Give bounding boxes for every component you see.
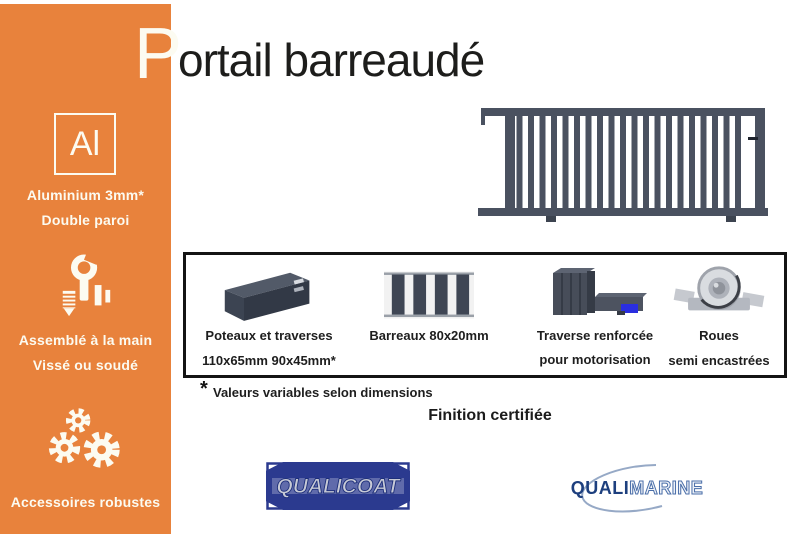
feature-barreaux [358, 263, 500, 345]
feature-label: pour motorisation [539, 351, 651, 367]
qualimarine-solid-text: QUALI [570, 478, 630, 498]
sidebar-text-double-paroi: Double paroi [41, 212, 130, 228]
sidebar-text-accessoires: Accessoires robustes [10, 494, 161, 510]
footnote-star: * [200, 378, 208, 400]
gate-roller-foot [726, 216, 736, 222]
feature-traverse [524, 263, 666, 368]
bars-image [358, 263, 500, 321]
page-title-initial: P [134, 14, 183, 94]
gate-bars [505, 116, 743, 208]
finish-heading: Finition certifiée [428, 407, 552, 424]
sidebar-text-visse: Vissé ou soudé [32, 357, 139, 373]
footnote-text: Valeurs variables selon dimensions [213, 385, 433, 400]
feature-label: Traverse renforcée [536, 328, 654, 343]
sidebar-text-assemble: Assemblé à la main [18, 332, 153, 348]
aluminium-badge-icon [54, 113, 116, 175]
qualicoat-logo [266, 462, 410, 510]
feature-label: Poteaux et traverses [205, 328, 333, 343]
qualicoat-wordmark: QUALICOAT [276, 475, 400, 498]
feature-label: Roues [699, 328, 739, 343]
feature-poteaux [188, 263, 350, 369]
post-profile-image [188, 263, 350, 321]
gate-bottom-rail [478, 208, 768, 216]
wrench-screw-icon [0, 254, 171, 320]
gate-top-rail [481, 108, 765, 116]
page-title: ortail barreaudé [178, 34, 485, 86]
aluminium-badge-label: Al [69, 124, 101, 163]
gate-roller-foot [546, 216, 556, 222]
gate-left-post [505, 116, 515, 208]
gate-rail-hook [481, 116, 485, 125]
wheel-image [660, 263, 778, 321]
sidebar-text-aluminium: Aluminium 3mm* [26, 187, 145, 203]
features-box [183, 252, 787, 378]
reinforced-rail-image [524, 263, 666, 321]
qualimarine-outline-text: MARINE [629, 478, 704, 498]
qualimarine-logo [558, 460, 716, 520]
feature-label-dimensions: 110x65mm 90x45mm* [202, 352, 336, 368]
feature-label: semi encastrées [668, 352, 770, 368]
gate-illustration [478, 106, 768, 224]
gate-right-post [755, 116, 765, 208]
qualimarine-wordmark [558, 478, 716, 499]
gears-icon [0, 404, 171, 474]
feature-label: Barreaux 80x20mm [369, 328, 489, 343]
gate-handle [748, 137, 758, 140]
feature-roues [660, 263, 778, 369]
